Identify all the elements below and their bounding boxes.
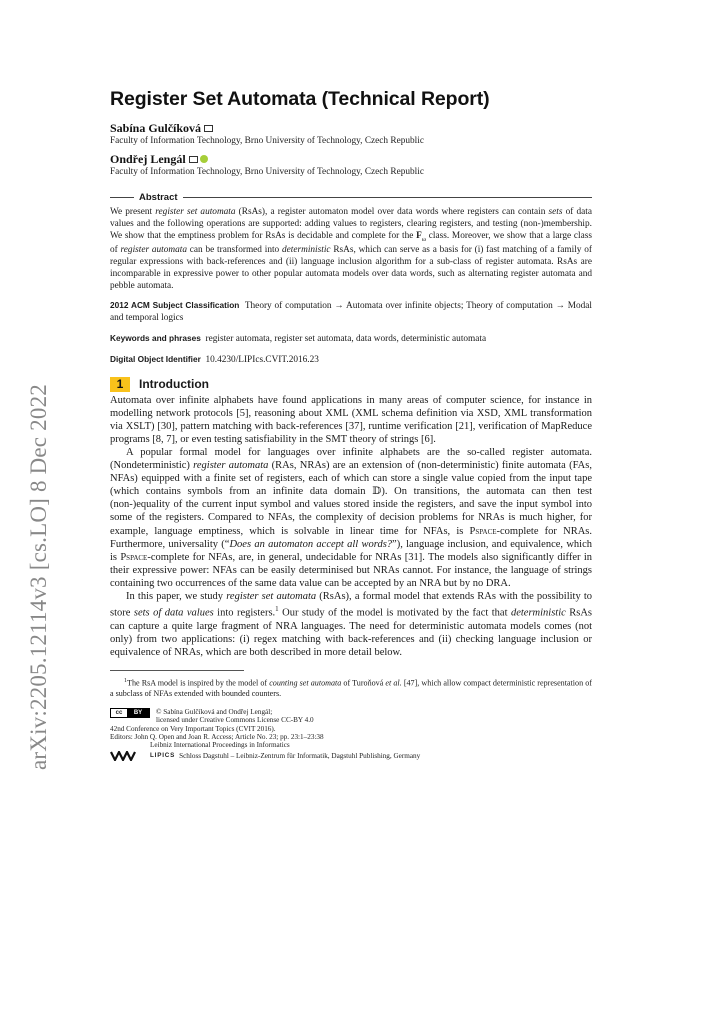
envelope-icon[interactable] xyxy=(189,156,198,163)
author-affiliation: Faculty of Information Technology, Brno University of Technology, Czech Republic xyxy=(110,167,424,177)
license-line: licensed under Creative Commons License CC-BY 4.0 xyxy=(156,716,314,725)
lipics-wordmark: LIPICS xyxy=(150,752,176,760)
conference-line: 42nd Conference on Very Important Topics (CVIT 2016). xyxy=(110,724,276,733)
intro-paragraph-2: A popular formal model for languages over infinite alphabets are the so-called register automata. (Nondeterministic) register automata (RAs, NRAs) are an extension of (non-deterministic) finite automata (FAs, NFAs) equipped with a finite set of registers, each of which can store a single value copied from the input tape (which contains symbols from an infinite data domain 𝔻). On transitions, the automata can then test (non-)equality of the current input symbol and values stored inside the registers, and save the input symbol into some of the registers. Compared to NFAs, the complexity of decision problems for NRAs is much higher, for example, language emptiness, which is solvable in linear time for NFAs, is Pspace-complete for NRAs. Furthermore, universality (“Does an automaton accept all words?”), language inclusion, and equivalence, which is Pspace-complete for NFAs, are, in general, undecidable for NRAs [31]. The models also significantly differ in their expressive power: NFAs can be easily determinised but NRAs cannot. For instance, the language of strings containing two occurrences of the same data value can be accepted by an NRA but by no DRA. xyxy=(110,447,593,589)
cc-by-badge[interactable]: cc BY xyxy=(110,708,150,718)
author-name: Ondřej Lengál xyxy=(110,152,186,166)
footnote-ref[interactable]: 1 xyxy=(275,605,279,614)
doi-link[interactable]: 10.4230/LIPIcs.CVIT.2016.23 xyxy=(205,354,319,365)
footnote: $^1$The RsA model is inspired by the model of counting set automata of Turoňová et al. [47], which allow compact deterministic representation of a subclass of NFAs extended with bounded counters. xyxy=(110,678,592,698)
footnote-rule xyxy=(110,670,244,671)
doi-label: Digital Object Identifier xyxy=(110,353,201,364)
paper-page xyxy=(110,88,592,761)
editors-line: Editors: John Q. Open and Joan R. Access; Article No. 23; pp. 23:1–23:38 xyxy=(110,732,324,741)
abstract-heading xyxy=(110,192,592,203)
author-affiliation: Faculty of Information Technology, Brno University of Technology, Czech Republic xyxy=(110,136,424,146)
section-number: 1 xyxy=(110,377,130,392)
lipics-logo-icon xyxy=(110,751,146,761)
keywords-label: Keywords and phrases xyxy=(110,333,201,344)
doi xyxy=(110,354,592,367)
intro-paragraph-3: In this paper, we study register set automata (RsAs), a formal model that extends RAs with the possibility to store sets of data values into registers.$^1$ Our study of the model is motivated by the fact that deterministic RsAs can capture a quite large fragment of NRA languages. The need for deterministic automata models comes (not only) from two applications: (i) regex matching with back-references and (ii) checking language inclusion or equivalence of NRAs, which are both described in more detail below. xyxy=(110,591,593,658)
keywords-text: register automata, register set automata, data words, deterministic automata xyxy=(205,334,487,345)
arxiv-stamp: arXiv:2205.12114v3 [cs.LO] 8 Dec 2022 xyxy=(26,384,51,770)
envelope-icon[interactable] xyxy=(204,125,213,132)
abstract-heading-label: Abstract xyxy=(139,192,178,203)
abstract-rule-right xyxy=(183,197,592,198)
keywords xyxy=(110,333,592,346)
series-line: Leibniz International Proceedings in Informatics xyxy=(150,741,290,750)
paper-title: Register Set Automata (Technical Report) xyxy=(110,88,490,110)
license-block xyxy=(110,708,592,761)
orcid-icon[interactable] xyxy=(200,155,208,163)
acm-text: Theory of computation → Automata over infinite objects; Theory of computation → Modal and temporal logics xyxy=(110,301,592,324)
publisher-line: Schloss Dagstuhl – Leibniz-Zentrum für Informatik, Dagstuhl Publishing, Germany xyxy=(179,752,421,761)
section-heading xyxy=(110,377,592,392)
author-name: Sabína Gulčíková xyxy=(110,121,202,135)
abstract-rule-left xyxy=(110,197,134,198)
acm-classification xyxy=(110,300,592,325)
abstract-text: We present register set automata (RsAs), a register automaton model over data words where registers can contain sets of data values and the following operations are supported: adding values to registers, clearing registers, and testing (non-)membership. We show that the emptiness problem for RsAs is decidable and complete for the $F_\omega$ class. Moreover, we show that a large class of register automata can be transformed into deterministic RsAs, which can serve as a basis for (i) fast matching of a family of regular expressions with back-references and (ii) language inclusion algorithm for a sub-class of register automata. RsAs are incomparable in expressive power to other popular automata models over data words, such as alternating register automata and pebble automata. xyxy=(110,207,592,291)
author-block-1 xyxy=(110,121,592,147)
acm-label: 2012 ACM Subject Classification xyxy=(110,300,240,311)
intro-paragraph-1: Automata over infinite alphabets have found applications in many areas of computer science, for instance in modelling network protocols [5], reasoning about XML (XML schema definition via XSD, XML transformation via XSLT) [30], pattern matching with back-references [37], runtime verification [21], verification of MapReduce programs [8, 7], or even testing satisfiability in the SMT theory of strings [6]. xyxy=(110,394,592,445)
section-title: Introduction xyxy=(139,377,209,392)
copyright-line: © Sabína Gulčíková and Ondřej Lengál; xyxy=(156,707,273,716)
author-block-2 xyxy=(110,152,592,178)
